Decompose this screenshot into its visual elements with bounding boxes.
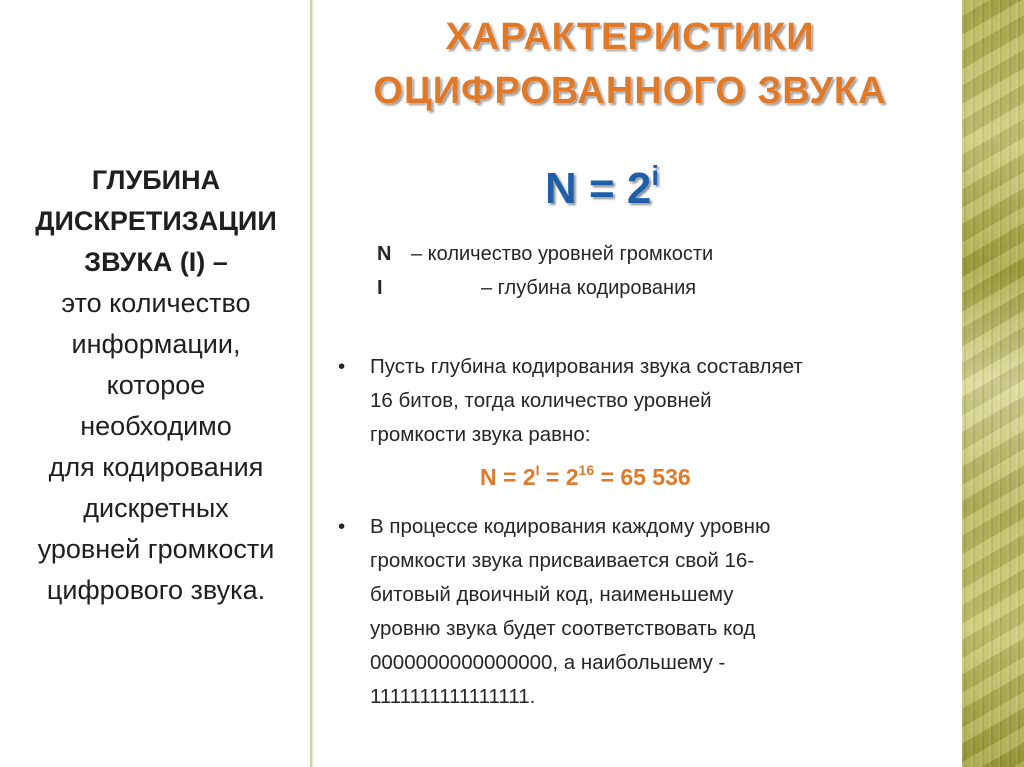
slide-title-line-2: ОЦИФРОВАННОГО ЗВУКА (373, 70, 887, 112)
calc-exp-1: I (535, 462, 540, 478)
bullet-2-line-5: 0000000000000000, а наибольшему - (370, 651, 726, 674)
bullet-marker: • (338, 355, 346, 378)
calc-exp-2: 16 (578, 462, 595, 478)
bullet-2-line-3: битовый двоичный код, наименьшему (370, 583, 734, 606)
bullet-marker: • (338, 515, 346, 538)
definition-term-line-1: ГЛУБИНА (91, 165, 221, 195)
bullet-1-line-2: 16 битов, тогда количество уровней (370, 389, 712, 412)
legend-text-n: – количество уровней громкости (411, 243, 714, 265)
bullet-2-line-2: громкости звука присваивается свой 16- (370, 549, 755, 572)
left-panel (0, 0, 310, 767)
legend-key-n: N (377, 243, 392, 265)
legend-text-i: – глубина кодирования (481, 277, 697, 299)
panel-divider-highlight (312, 0, 313, 767)
bullet-2-line-4: уровню звука будет соответствовать код (370, 617, 756, 640)
slide-title-line-1: ХАРАКТЕРИСТИКИ (445, 16, 815, 58)
definition-line-6: дискретных (83, 493, 229, 523)
calc-part-1: N = 2 (480, 464, 536, 490)
main-formula (545, 160, 659, 214)
definition-term-line-2: ДИСКРЕТИЗАЦИИ (35, 206, 277, 236)
bullet-2-line-1: В процессе кодирования каждому уровню (370, 515, 771, 538)
bullet-text-2 (370, 510, 865, 714)
formula-exponent: i (651, 160, 660, 191)
definition-term-line-3: ЗВУКА (I) – (84, 247, 228, 277)
bullet-2-line-6: 1111111111111111. (370, 685, 536, 708)
definition-line-1: это количество (61, 288, 251, 318)
calculation-formula (480, 462, 691, 491)
definition-text (6, 160, 306, 611)
bullet-1-line-1: Пусть глубина кодирования звука составляет (370, 355, 803, 378)
definition-line-4: необходимо (80, 411, 232, 441)
definition-line-2: информации, (71, 329, 241, 359)
decorative-strip-pattern (962, 0, 1024, 767)
slide-title (330, 10, 930, 118)
formula-base: N = 2 (545, 164, 652, 213)
calc-part-2: = 2 (539, 464, 579, 490)
definition-line-3: которое (106, 370, 206, 400)
definition-line-7: уровней громкости (37, 534, 275, 564)
bullet-1-line-3: громкости звука равно: (370, 423, 591, 446)
bullet-text-1 (370, 350, 865, 452)
calc-part-3: = 65 536 (594, 464, 691, 490)
definition-line-5: для кодирования (48, 452, 264, 482)
definition-line-8: цифрового звука. (46, 575, 266, 605)
legend-key-i: I (377, 277, 383, 299)
